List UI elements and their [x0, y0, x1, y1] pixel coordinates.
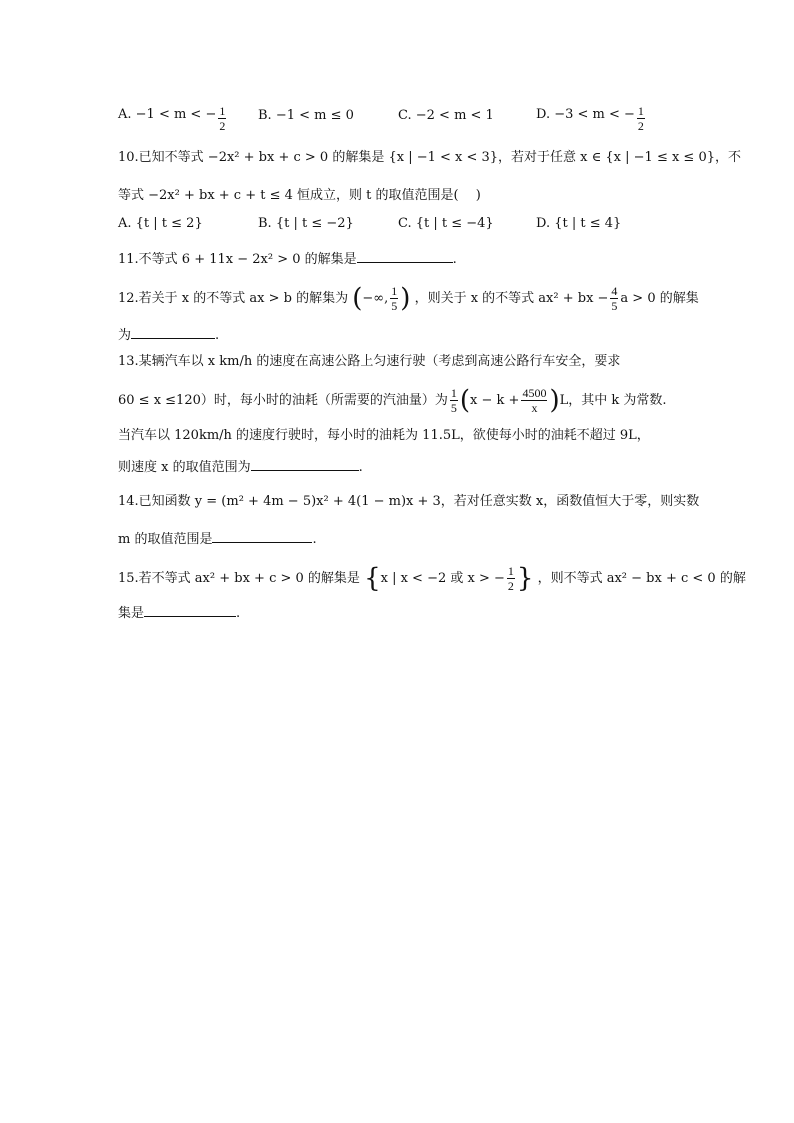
- interval-left: −∞,: [362, 291, 389, 306]
- q9-option-a: [118, 104, 228, 133]
- right-paren: ): [549, 385, 560, 416]
- left-brace: {: [364, 563, 381, 594]
- q13-text-2a: 60 ≤ x ≤120）时，每小时的油耗（所需要的汽油量）为: [118, 393, 448, 408]
- q11-text: 11.不等式 6 + 11x − 2x² > 0 的解集是: [118, 252, 357, 267]
- q13-inner: x − k +: [470, 393, 520, 408]
- q9-option-c: C. −2 < m < 1: [398, 108, 494, 123]
- q15-text-1: 15.若不等式 ax² + bx + c > 0 的解集是: [118, 571, 360, 586]
- q13-line-1: 13.某辆汽车以 x km/h 的速度在高速公路上匀速行驶（考虑到高速公路行车安全，要求: [118, 354, 621, 369]
- fraction: $\frac{1}{2}$: [507, 564, 514, 593]
- q13-text-2b: L，其中 k 为常数.: [559, 393, 667, 408]
- q15-line-2: [118, 602, 240, 624]
- q9-option-a-text: A. −1 < m < −: [118, 107, 217, 122]
- q9-option-d: [536, 104, 647, 133]
- q10-line-1: 10.已知不等式 −2x² + bx + c > 0 的解集是 {x | −1 < x < 3}，若对于任意 x ∈ {x | −1 ≤ x ≤ 0}，不: [118, 150, 742, 165]
- q10-option-c: C. {t | t ≤ −4}: [398, 216, 494, 231]
- right-brace: }: [516, 563, 534, 594]
- period: .: [215, 328, 220, 343]
- answer-blank[interactable]: [251, 456, 359, 471]
- q14-text-2: m 的取值范围是: [118, 532, 213, 547]
- answer-blank[interactable]: [144, 602, 236, 617]
- period: .: [312, 532, 317, 547]
- right-paren: ): [400, 283, 411, 314]
- q14-line-2: [118, 528, 317, 550]
- q13-line-4: [118, 456, 363, 478]
- q12-text-1: 12.若关于 x 的不等式 ax > b 的解集为: [118, 291, 349, 306]
- period: .: [236, 606, 241, 621]
- q12-line-1: [118, 284, 699, 313]
- q10-option-a: A. {t | t ≤ 2}: [118, 216, 203, 231]
- answer-blank[interactable]: [357, 248, 453, 263]
- fraction: $\frac{4}{5}$: [611, 284, 618, 313]
- q12-text-4: 为: [118, 328, 132, 343]
- fraction: $\frac{1}{5}$: [391, 284, 398, 313]
- fraction: $\frac{1}{2}$: [219, 104, 226, 133]
- answer-blank[interactable]: [212, 528, 312, 543]
- period: .: [452, 252, 457, 267]
- q10-line-2: 等式 −2x² + bx + c + t ≤ 4 恒成立，则 t 的取值范围是( ): [118, 188, 481, 203]
- period: .: [358, 460, 363, 475]
- fraction: $\frac{1}{5}$: [450, 386, 457, 415]
- q12-text-2: ，则关于 x 的不等式 ax² + bx −: [414, 291, 609, 306]
- fraction: $\frac{4500}{x}$: [522, 386, 547, 415]
- q12-text-3: a > 0 的解集: [620, 291, 699, 306]
- fraction: $\frac{1}{2}$: [637, 104, 644, 133]
- q15-text-2: ，则不等式 ax² − bx + c < 0 的解: [537, 571, 746, 586]
- q11-line: [118, 248, 457, 270]
- q12-line-2: [118, 324, 219, 346]
- q15-line-1: [118, 564, 746, 593]
- q14-line-1: 14.已知函数 y = (m² + 4m − 5)x² + 4(1 − m)x + 3，若对任意实数 x，函数值恒大于零，则实数: [118, 494, 700, 509]
- q9-option-d-text: D. −3 < m < −: [536, 107, 635, 122]
- q13-line-3: 当汽车以 120km/h 的速度行驶时，每小时的油耗为 11.5L，欲使每小时的油耗不超过 9L，: [118, 428, 650, 443]
- left-paren: (: [459, 385, 471, 416]
- q13-text-4: 则速度 x 的取值范围为: [118, 460, 251, 475]
- q10-option-b: B. {t | t ≤ −2}: [258, 216, 354, 231]
- q9-option-b: B. −1 < m ≤ 0: [258, 108, 354, 123]
- q15-text-3: 集是: [118, 606, 145, 621]
- q10-option-d: D. {t | t ≤ 4}: [536, 216, 622, 231]
- answer-blank[interactable]: [131, 324, 215, 339]
- q13-line-2: [118, 386, 667, 415]
- left-paren: (: [352, 283, 363, 314]
- q15-set: x | x < −2 或 x > −: [380, 571, 505, 586]
